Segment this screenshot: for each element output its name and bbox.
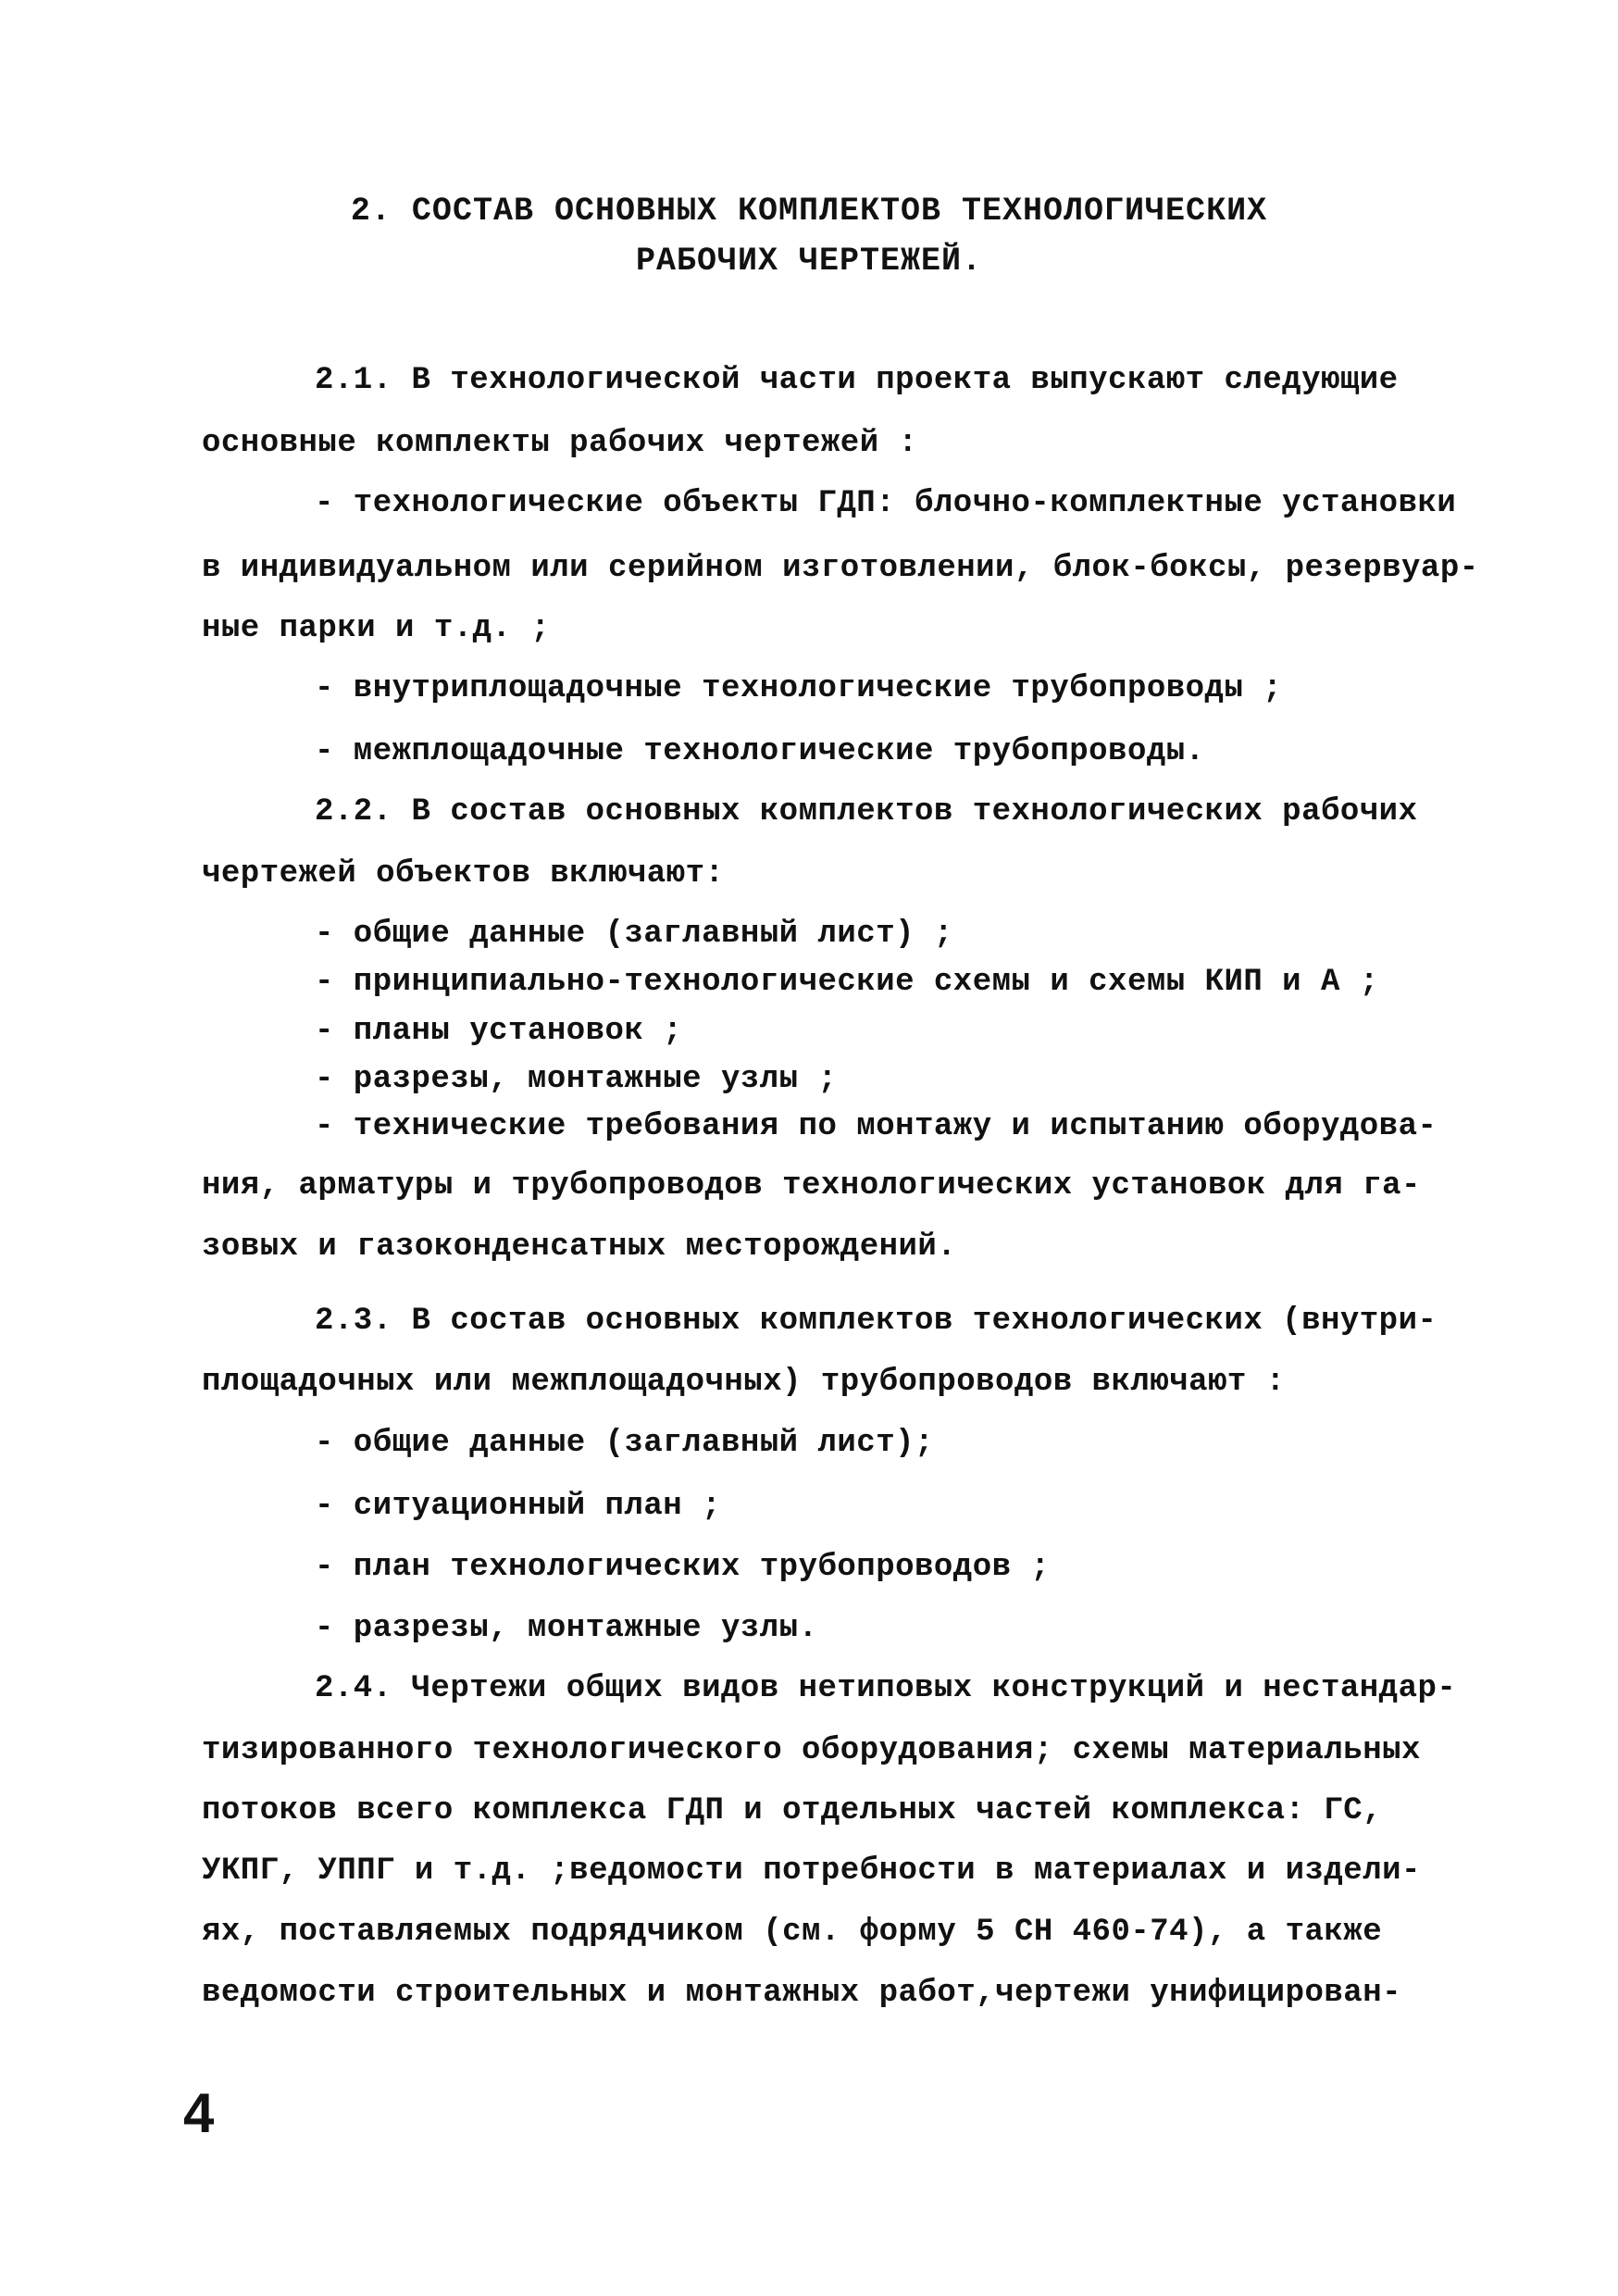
list-item-line: зовых и газоконденсатных месторождений. xyxy=(202,1229,957,1265)
list-item-line: - технологические объекты ГДП: блочно-комплектные установки xyxy=(315,486,1457,521)
list-item-line: - планы установок ; xyxy=(315,1014,683,1049)
list-item-line: - общие данные (заглавный лист) ; xyxy=(315,917,953,952)
list-item-line: - план технологических трубопроводов ; xyxy=(315,1550,1051,1585)
page-number: 4 xyxy=(183,2082,215,2144)
paragraph-2-2-line: 2.2. В состав основных комплектов технологических рабочих xyxy=(315,794,1418,830)
list-item-line: - общие данные (заглавный лист); xyxy=(315,1426,934,1461)
paragraph-2-3-line: 2.3. В состав основных комплектов технологических (внутри- xyxy=(315,1304,1438,1339)
list-item-line: - принципиально-технологические схемы и схемы КИП и А ; xyxy=(315,965,1379,1000)
list-item-line: - межплощадочные технологические трубопроводы. xyxy=(315,734,1205,769)
paragraph-2-1-line: основные комплекты рабочих чертежей : xyxy=(202,426,918,461)
list-item-line: - технические требования по монтажу и испытанию оборудова- xyxy=(315,1109,1438,1144)
paragraph-2-4-line: 2.4. Чертежи общих видов нетиповых конструкций и нестандар- xyxy=(315,1671,1457,1706)
paragraph-2-2-line: чертежей объектов включают: xyxy=(202,856,725,892)
list-item-line: ния, арматуры и трубопроводов технологических установок для га- xyxy=(202,1168,1421,1204)
list-item-line: ные парки и т.д. ; xyxy=(202,611,551,646)
list-item-line: - разрезы, монтажные узлы. xyxy=(315,1611,818,1646)
list-item-line: - внутриплощадочные технологические трубопроводы ; xyxy=(315,671,1283,706)
list-item-line: - ситуационный план ; xyxy=(315,1489,721,1524)
paragraph-2-4-line: тизированного технологического оборудования; схемы материальных xyxy=(202,1733,1421,1768)
list-item-line: в индивидуальном или серийном изготовлении, блок-боксы, резервуар- xyxy=(202,551,1479,586)
list-item-line: - разрезы, монтажные узлы ; xyxy=(315,1062,838,1097)
section-heading-line-2: РАБОЧИХ ЧЕРТЕЖЕЙ. xyxy=(635,243,983,280)
paragraph-2-3-line: площадочных или межплощадочных) трубопроводов включают : xyxy=(202,1365,1286,1400)
paragraph-2-4-line: потоков всего комплекса ГДП и отдельных частей комплекса: ГС, xyxy=(202,1793,1383,1828)
paragraph-2-4-line: ведомости строительных и монтажных работ,чертежи унифицирован- xyxy=(202,1976,1402,2011)
paragraph-2-1-line: 2.1. В технологической части проекта выпускают следующие xyxy=(315,363,1399,398)
section-heading-line-1: 2. СОСТАВ ОСНОВНЫХ КОМПЛЕКТОВ ТЕХНОЛОГИЧЕСКИХ xyxy=(350,193,1268,230)
paragraph-2-4-line: УКПГ, УППГ и т.д. ;ведомости потребности в материалах и издели- xyxy=(202,1853,1421,1889)
paragraph-2-4-line: ях, поставляемых подрядчиком (см. форму 5 СН 460-74), а также xyxy=(202,1915,1383,1950)
